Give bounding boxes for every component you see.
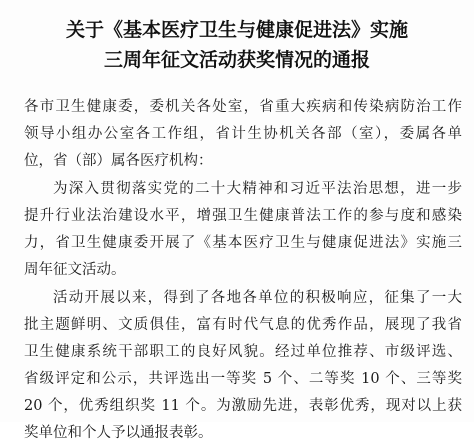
paragraph-2-line-1: 活动开展以来，得到了各地各单位的积极响应，征集了一大 — [53, 290, 462, 306]
document-title-line-1: 关于《基本医疗卫生与健康促进法》实施 — [65, 19, 408, 41]
paragraph-2-line-2: 批主题鲜明、文质俱佳，富有时代气息的优秀作品，展现了我省 — [24, 317, 462, 333]
paragraph-1-line-4: 周年征文活动。 — [24, 262, 126, 278]
paragraph-2-line-4: 省级评定和公示，共评选出一等奖 5 个、二等奖 10 个、三等奖 — [24, 371, 462, 387]
paragraph-2-line-5: 20 个，优秀组织奖 11 个。为激励先进，表彰优秀，现对以上获 — [24, 398, 462, 414]
paragraph-2-line-6: 奖单位和个人予以通报表彰。 — [24, 425, 213, 441]
salutation-line-1: 各市卫生健康委，委机关各处室，省重大疾病和传染病防治工作 — [24, 99, 462, 115]
paragraph-1-line-3: 力，省卫生健康委开展了《基本医疗卫生与健康促进法》实施三 — [24, 235, 462, 251]
paragraph-1-line-1: 为深入贯彻落实党的二十大精神和习近平法治思想，进一步 — [53, 181, 462, 197]
paragraph-2-line-3: 卫生健康系统干部职工的良好风貌。经过单位推荐、市级评选、 — [24, 344, 462, 360]
paragraph-1-line-2: 提升行业法治建设水平，增强卫生健康普法工作的参与度和感染 — [24, 208, 462, 224]
document-title-line-2: 三周年征文活动获奖情况的通报 — [103, 49, 370, 71]
salutation-line-2: 领导小组办公室各工作组，省计生协机关各部（室），委属各单 — [24, 126, 462, 142]
salutation-line-3: 位，省（部）属各医疗机构： — [24, 153, 213, 169]
